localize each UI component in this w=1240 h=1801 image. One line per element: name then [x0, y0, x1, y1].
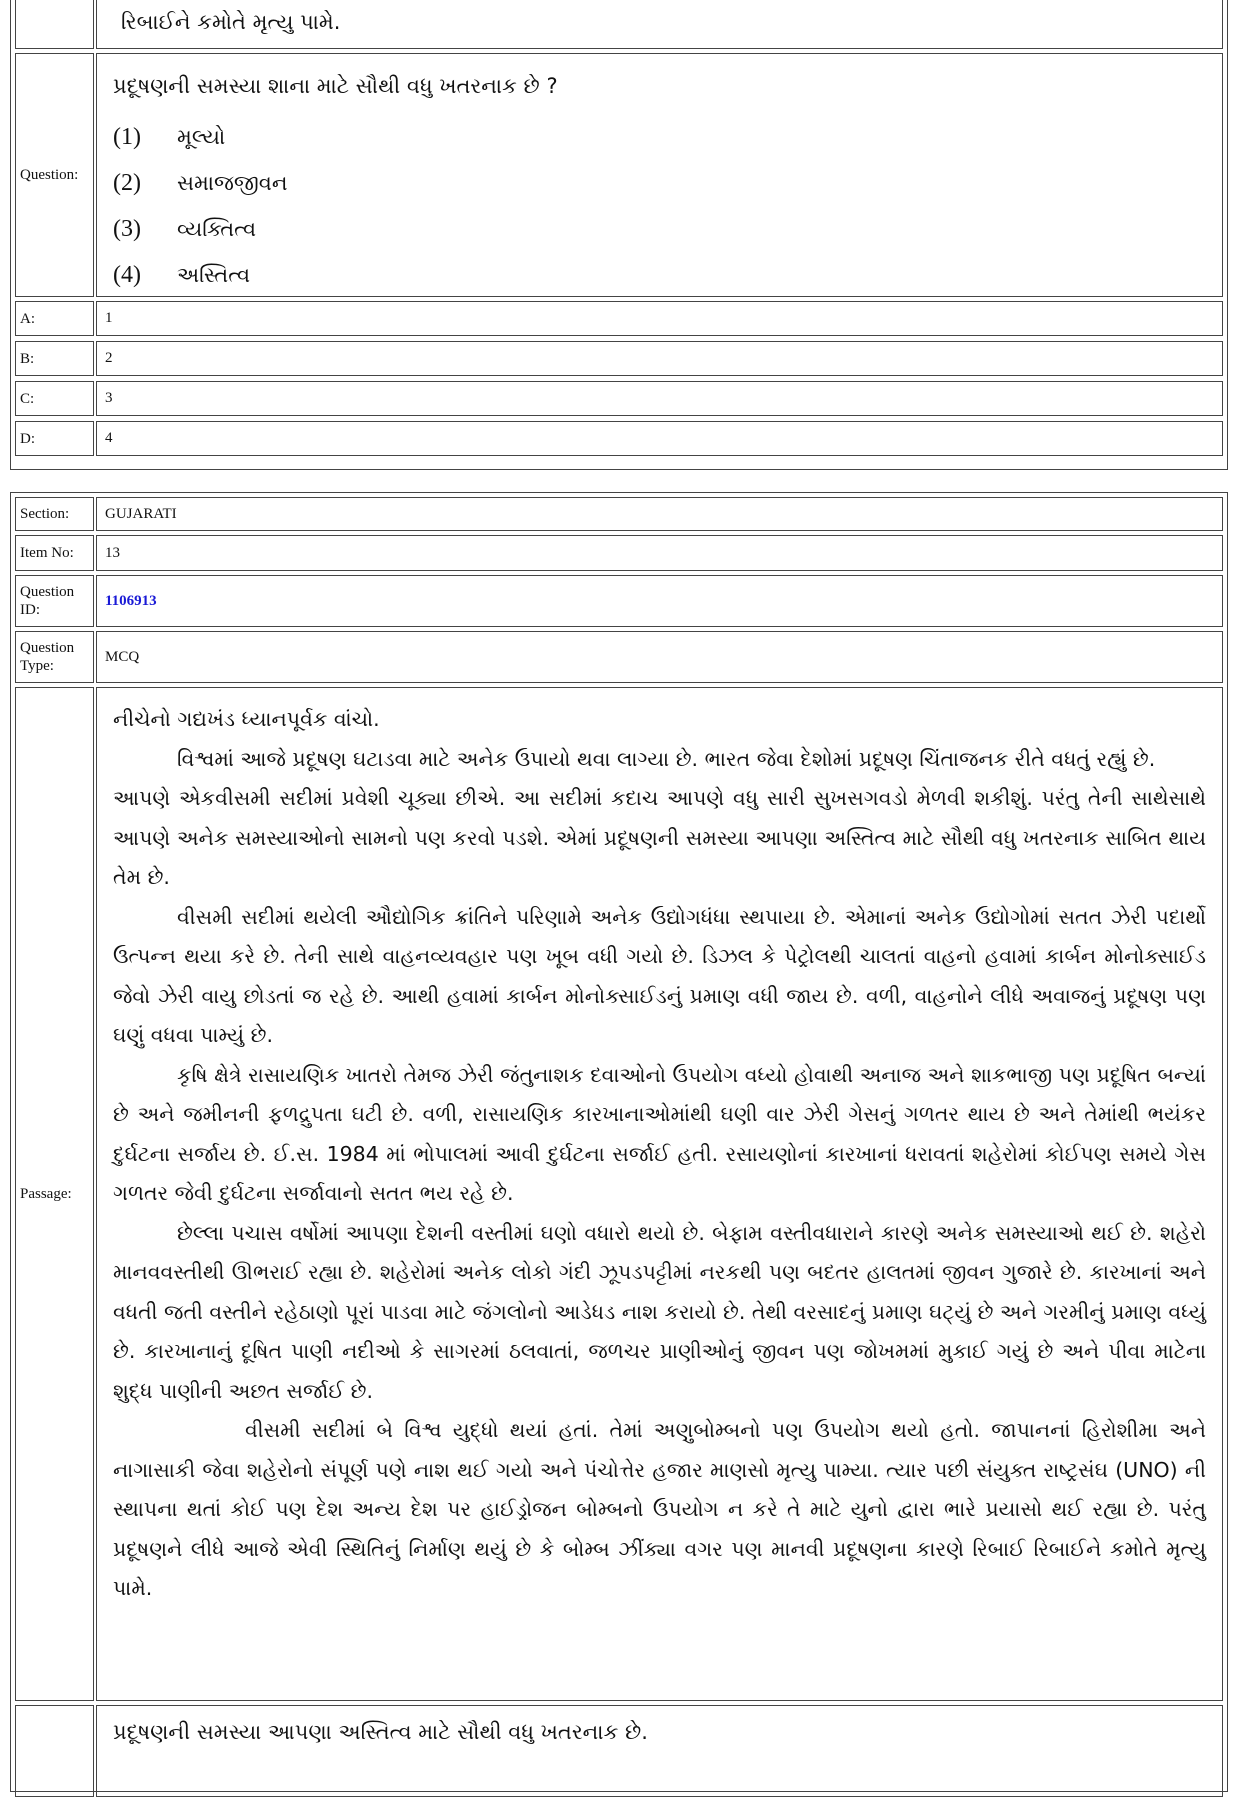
- option-1: [113, 114, 1206, 160]
- question-type-label: Question Type:: [15, 631, 94, 683]
- passage-tail-cell: [96, 0, 1223, 49]
- option-3: [113, 206, 1206, 252]
- option-number: (3): [113, 215, 141, 242]
- option-text: સમાજજીવન: [177, 170, 288, 195]
- question-row: [11, 49, 1227, 301]
- section-value: GUJARATI: [96, 497, 1223, 531]
- question-stem: પ્રદૂષણની સમસ્યા શાના માટે સૌથી વધુ ખતરનાક છે ?: [113, 74, 558, 98]
- item-no-row: [11, 531, 1227, 575]
- section-row: [11, 493, 1227, 535]
- passage-paragraph-2: આપણે એકવીસમી સદીમાં પ્રવેશી ચૂક્યા છીએ. આ સદીમાં કદાચ આપણે વધુ સારી સુખસગવડો મેળવી શકીશું. પરંતુ તેની સાથેસાથે આપણે અનેક સમસ્યાઓનો સામનો પણ કરવો પડશે. એમાં પ્રદૂષણની સમસ્યા આપણા અસ્તિત્વ માટે સૌથી વધુ ખતરનાક સાબિત થાય તેમ છે.: [113, 786, 1206, 889]
- passage-paragraph-1: વિશ્વમાં આજે પ્રદૂષણ ઘટાડવા માટે અનેક ઉપાયો થવા લાગ્યા છે. ભારત જેવા દેશોમાં પ્રદૂષણ ચિંતાજનક રીતે વધતું રહ્યું છે.: [177, 746, 1156, 771]
- answer-label: A:: [15, 301, 94, 336]
- option-number: (4): [113, 261, 141, 288]
- passage-paragraph-6: વીસમી સદીમાં બે વિશ્વ યુદ્ધો થયાં હતાં. તેમાં અણુબોમ્બનો પણ ઉપયોગ થયો હતો. જાપાનનાં હિરોશીમા અને નાગાસાકી જેવા શહેરોનો સંપૂર્ણ પણે નાશ થઈ ગયો અને પંચોત્તેર હજાર માણસો મૃત્યુ પામ્યા. ત્યાર પછી સંયુક્ત રાષ્ટ્રસંઘ (UNO) ની સ્થાપના થતાં કોઈ પણ દેશ અન્ય દેશ પર હાઈડ્રોજન બોમ્બનો ઉપયોગ ન કરે તે માટે યુનો દ્વારા ભારે પ્રયાસો થઈ રહ્યા છે. પરંતુ પ્રદૂષણને લીધે આજે એવી સ્થિતિનું નિર્માણ થયું છે કે બોમ્બ ઝીંક્યા વગર પણ માનવી પ્રદૂષણના કારણે રિબાઈ રિબાઈને કમોતે મૃત્યુ પામે.: [113, 1418, 1206, 1600]
- question-id-value: 1106913: [105, 592, 157, 609]
- previous-question-block: [10, 0, 1228, 470]
- answer-label: B:: [15, 341, 94, 376]
- question-label: Question:: [15, 53, 94, 297]
- passage-tail-row: [11, 0, 1227, 53]
- option-4: [113, 252, 1206, 298]
- answer-row-d: [11, 417, 1227, 460]
- item-no-value: 13: [96, 535, 1223, 571]
- option-text: વ્યક્તિત્વ: [177, 216, 257, 241]
- passage-row: [11, 683, 1227, 1705]
- answer-value: 4: [96, 421, 1223, 456]
- next-question-label-cell: [15, 1705, 94, 1797]
- answer-value: 3: [96, 381, 1223, 416]
- question-type-value: MCQ: [96, 631, 1223, 683]
- answer-value: 2: [96, 341, 1223, 376]
- question-id-label: Question ID:: [15, 575, 94, 627]
- passage-tail-text: રિબાઈને કમોતે મૃત્યુ પામે.: [121, 10, 341, 34]
- passage-paragraph-4: કૃષિ ક્ષેત્રે રાસાયણિક ખાતરો તેમજ ઝેરી જંતુનાશક દવાઓનો ઉપયોગ વધ્યો હોવાથી અનાજ અને શાકભાજી પણ પ્રદૂષિત બન્યાં છે અને જમીનની ફળદ્રુપતા ઘટી છે. વળી, રાસાયણિક કારખાનાઓમાંથી ઘણી વાર ઝેરી ગેસનું ગળતર થાય છે અને તેમાંથી ભયંકર દુર્ઘટના સર્જાય છે. ઈ.સ. 1984 માં ભોપાલમાં આવી દુર્ઘટના સર્જાઈ હતી. રસાયણોનાં કારખાનાં ધરાવતાં શહેરોમાં કોઈપણ સમયે ગેસ ગળતર જેવી દુર્ઘટના સર્જાવાનો સતત ભય રહે છે.: [113, 1062, 1206, 1205]
- next-question-row: [11, 1701, 1227, 1801]
- passage-content: [96, 687, 1223, 1701]
- answer-row-b: [11, 337, 1227, 380]
- answer-row-a: [11, 297, 1227, 340]
- passage-instruction: નીચેનો ગદ્યખંડ ધ્યાનપૂર્વક વાંચો.: [113, 707, 380, 731]
- passage-tail-label-cell: [15, 0, 94, 49]
- question-id-cell: [96, 575, 1223, 627]
- option-number: (1): [113, 123, 141, 150]
- passage-label: Passage:: [15, 687, 94, 1701]
- option-2: [113, 160, 1206, 206]
- question-type-row: [11, 627, 1227, 687]
- answer-label: C:: [15, 381, 94, 416]
- answer-label: D:: [15, 421, 94, 456]
- item-no-label: Item No:: [15, 535, 94, 571]
- next-question-cell: [96, 1705, 1223, 1797]
- passage-paragraph-3: વીસમી સદીમાં થયેલી ઔદ્યોગિક ક્રાંતિને પરિણામે અનેક ઉદ્યોગધંધા સ્થપાયા છે. એમાનાં અનેક ઉદ્યોગોમાં સતત ઝેરી પદાર્થો ઉત્પન્ન થયા કરે છે. તેની સાથે વાહનવ્યવહાર પણ ખૂબ વધી ગયો છે. ડિઝલ કે પેટ્રોલથી ચાલતાં વાહનો હવામાં કાર્બન મોનોક્સાઈડ જેવો ઝેરી વાયુ છોડતાં જ રહે છે. આથી હવામાં કાર્બન મોનોક્સાઈડનું પ્રમાણ વધી જાય છે. વળી, વાહનોને લીધે અવાજનું પ્રદૂષણ પણ ઘણું વધવા પામ્યું છે.: [113, 904, 1206, 1047]
- question-content: [96, 53, 1223, 297]
- answer-row-c: [11, 377, 1227, 420]
- section-label: Section:: [15, 497, 94, 531]
- option-number: (2): [113, 169, 141, 196]
- passage-paragraph-5: છેલ્લા પચાસ વર્ષોમાં આપણા દેશની વસ્તીમાં ઘણો વધારો થયો છે. બેફામ વસ્તીવધારાને કારણે અનેક સમસ્યાઓ થઈ છે. શહેરો માનવવસ્તીથી ઊભરાઈ રહ્યા છે. શહેરોમાં અનેક લોકો ગંદી ઝૂપડપટ્ટીમાં નરકથી પણ બદતર હાલતમાં જીવન ગુજારે છે. કારખાનાં અને વધતી જતી વસ્તીને રહેઠાણો પૂરાં પાડવા માટે જંગલોનો આડેધડ નાશ કરાયો છે. તેથી વરસાદનું પ્રમાણ ઘટ્યું છે અને ગરમીનું પ્રમાણ વધ્યું છે. કારખાનાનું દૂષિત પાણી નદીઓ કે સાગરમાં ઠલવાતાં, જળચર પ્રાણીઓનું જીવન પણ જોખમમાં મુકાઈ ગયું છે અને પીવા માટેના શુદ્ધ પાણીની અછત સર્જાઈ છે.: [113, 1220, 1206, 1403]
- question-item-block: [10, 492, 1228, 1792]
- next-question-partial-text: પ્રદૂષણની સમસ્યા આપણા અસ્તિત્વ માટે સૌથી વધુ ખતરનાક છે.: [113, 1720, 648, 1744]
- answer-value: 1: [96, 301, 1223, 336]
- option-text: મૂલ્યો: [177, 124, 226, 149]
- question-id-row: [11, 571, 1227, 631]
- option-text: અસ્તિત્વ: [177, 262, 251, 287]
